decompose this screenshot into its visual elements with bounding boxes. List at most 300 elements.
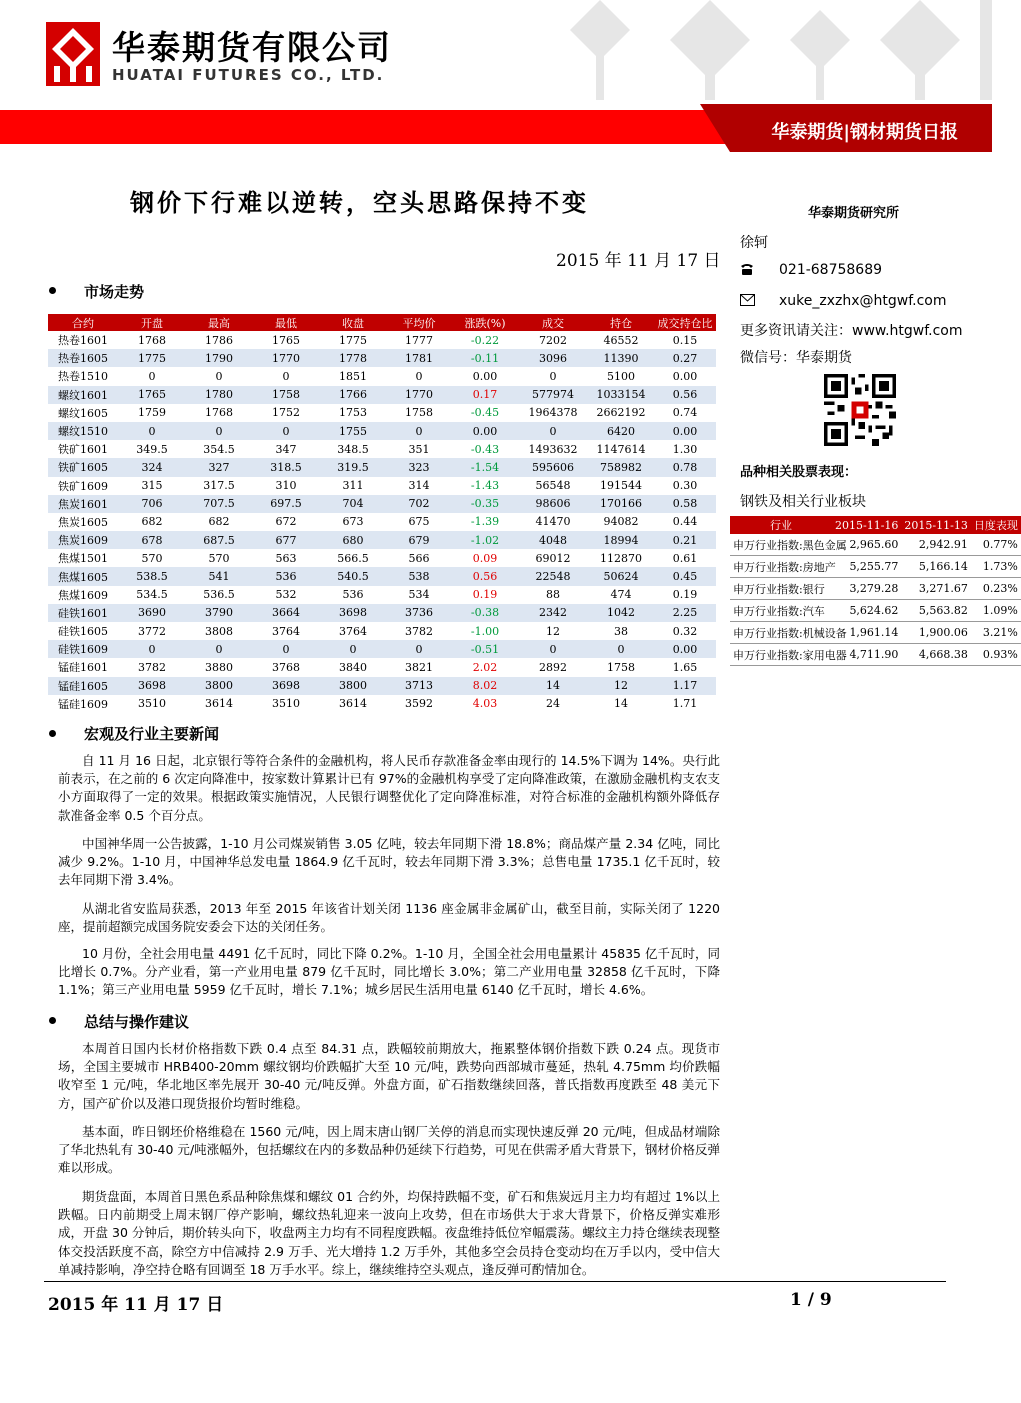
summary-paragraph: 基本面，昨日钢坯价格维稳在 1560 元/吨，因上周末唐山钢厂关停的消息而实现快速反弹 20 元/吨，但成品材端除了华北热轧有 30-40 元/吨涨幅外，包括螺纹在内的多数品种仍延续下行趋势，可见在供需矛盾大背景下，钢材价格反弹难以形成。 — [58, 1124, 720, 1176]
contract-cell: 焦炭1609 — [48, 531, 118, 549]
table-cell: 310 — [275, 479, 297, 493]
table-cell: -0.51 — [452, 640, 518, 658]
table-cell: 317.5 — [203, 479, 235, 493]
table-row — [48, 567, 716, 585]
table-cell: 672 — [275, 515, 297, 529]
table-cell: 349.5 — [136, 442, 168, 456]
table-cell: 2892 — [539, 660, 567, 674]
column-header: 开盘 — [118, 314, 186, 331]
table-cell: 2.25 — [654, 604, 716, 622]
table-cell: 3096 — [518, 349, 588, 367]
table-row — [48, 695, 716, 713]
table-cell: 3782 — [138, 660, 166, 674]
column-header: 成交持仓比 — [654, 314, 716, 331]
table-cell: 88 — [546, 588, 560, 602]
table-cell: 1033154 — [588, 386, 654, 404]
table-cell: 1493632 — [528, 442, 578, 456]
contract-cell: 焦炭1605 — [58, 515, 108, 529]
table-cell: 0 — [415, 369, 423, 383]
table-cell: 0.44 — [672, 515, 698, 529]
table-cell: 1,900.06 — [901, 622, 970, 644]
table-cell: 0.58 — [654, 495, 716, 513]
section-title-summary: 总结与操作建议 — [84, 1013, 190, 1031]
stocks-section-title: 品种相关股票表现： — [740, 465, 858, 480]
table-cell: 538.5 — [118, 567, 186, 585]
table-cell: 0 — [186, 422, 252, 440]
phone-number: 021-68758689 — [779, 262, 883, 278]
table-cell: 0 — [588, 640, 654, 658]
table-cell: 3.21% — [971, 622, 1021, 644]
column-header: 合约 — [48, 314, 118, 331]
table-cell: 0.56 — [654, 386, 716, 404]
table-cell: -0.22 — [470, 333, 500, 347]
table-cell: 24 — [546, 697, 560, 711]
news-paragraph: 10 月份，全社会用电量 4491 亿千瓦时，同比下降 0.2%。1-10 月，全国全社会用电量累计 45835 亿千瓦时，同比增长 0.7%。分产业看，第一产业用电量 879 亿千瓦时，同比增长 3.0%；第二产业用电量 32858 亿千瓦时，下降 1.1%；第三产业用电量 5959 亿千瓦时，增长 7.1%；城乡居民生活用电量 6140 亿千瓦时，增长 4.6%。 — [58, 946, 720, 998]
phone-icon — [740, 262, 754, 276]
table-cell: 申万行业指数:家用电器 — [730, 644, 832, 666]
table-cell: 595606 — [518, 458, 588, 476]
table-cell: 0.17 — [452, 386, 518, 404]
table-cell: 3713 — [386, 677, 452, 695]
table-cell: 1.09% — [971, 600, 1021, 622]
contract-cell: 焦炭1601 — [48, 495, 118, 513]
footer-divider — [44, 1281, 946, 1282]
contract-cell: 螺纹1605 — [58, 406, 108, 420]
table-cell: 680 — [320, 531, 386, 549]
table-cell: 679 — [386, 531, 452, 549]
table-cell: 0 — [518, 640, 588, 658]
table-cell: 0.00 — [452, 422, 518, 440]
table-cell: 0 — [320, 640, 386, 658]
section-bullet — [49, 1017, 56, 1024]
table-cell: 1.71 — [672, 697, 698, 711]
table-row — [48, 658, 716, 676]
contract-cell: 锰硅1605 — [48, 677, 118, 695]
table-cell: 1770 — [386, 386, 452, 404]
column-header: 最低 — [252, 314, 320, 331]
contract-cell: 铁矿1601 — [58, 443, 108, 457]
table-cell: -0.35 — [452, 495, 518, 513]
table-cell: 318.5 — [252, 458, 320, 476]
table-cell: 677 — [252, 531, 320, 549]
table-cell: 707.5 — [186, 495, 252, 513]
table-cell: 348.5 — [337, 442, 369, 456]
table-row — [48, 513, 716, 531]
table-cell: 3,279.28 — [832, 578, 901, 600]
section-title-market: 市场走势 — [84, 283, 145, 301]
news-paragraph: 从湖北省安监局获悉，2013 年至 2015 年该省计划关闭 1136 座金属非金属矿山，截至目前，实际关闭了 1220 座，提前超额完成国务院安委会下达的关闭任务。 — [58, 901, 720, 935]
table-cell: 0.21 — [654, 531, 716, 549]
table-cell: 1786 — [205, 333, 233, 347]
summary-paragraph: 期货盘面，本周首日黑色系品种除焦煤和螺纹 01 合约外，均保持跌幅不变，矿石和焦炭远月主力均有超过 1%以上跌幅。日内前期受上周末钢厂停产影响，螺纹热轧迎来一波向上攻势，但在市场供大于求大背景下，价格反弹实难形成，开盘 30 分钟后，期价转头向下，收盘两主力均有不同程度跌幅。夜盘维持低位窄幅震荡。螺纹主力持仓继续表现整体交投活跃度不高，除空方中信减持 2.9 万手、光大增持 1.2 万手外，其他多空会员持仓变动均在万手以内，受中信大单减持影响，净空持仓略有回调至 18 万手水平。综上，继续维持空头观点，逢反弹可酌情加仓。 — [58, 1189, 720, 1277]
contract-cell: 硅铁1605 — [58, 625, 108, 639]
contract-cell: 硅铁1609 — [48, 640, 118, 658]
report-name: 华泰期货|钢材期货日报 — [771, 122, 958, 143]
table-cell: 0 — [252, 422, 320, 440]
table-header-row — [730, 516, 1021, 534]
table-cell: 536 — [342, 588, 364, 602]
table-cell: 7202 — [539, 333, 567, 347]
more-info-link[interactable]: 更多资讯请关注：www.htgwf.com — [740, 323, 963, 339]
table-cell: 0 — [386, 422, 452, 440]
table-cell: 566.5 — [337, 551, 369, 565]
table-cell: -1.54 — [452, 458, 518, 476]
table-cell: 323 — [386, 458, 452, 476]
column-header: 涨跌(%) — [452, 314, 518, 331]
table-cell: 8.02 — [452, 677, 518, 695]
table-cell: 3690 — [118, 604, 186, 622]
table-cell: 3880 — [205, 660, 233, 674]
table-cell: 1758 — [607, 660, 635, 674]
table-cell: 申万行业指数:汽车 — [730, 600, 832, 622]
table-cell: 1147614 — [596, 442, 646, 456]
table-cell: 14 — [614, 697, 628, 711]
table-cell: 3736 — [386, 604, 452, 622]
table-cell: 534.5 — [136, 588, 168, 602]
table-cell: 2.02 — [472, 660, 498, 674]
table-cell: 540.5 — [320, 567, 386, 585]
table-cell: 46552 — [603, 333, 639, 347]
table-cell: 3592 — [405, 697, 433, 711]
table-cell: 311 — [342, 479, 364, 493]
section-title-news: 宏观及行业主要新闻 — [84, 725, 220, 743]
contract-cell: 螺纹1510 — [48, 422, 118, 440]
table-cell: 3614 — [205, 697, 233, 711]
table-row — [48, 640, 716, 658]
contract-cell: 热卷1601 — [58, 334, 108, 348]
news-paragraph: 中国神华周一公告披露，1-10 月公司煤炭销售 3.05 亿吨，较去年同期下滑 18.8%；商品煤产量 2.34 亿吨，同比减少 9.2%。1-10 月，中国神华总发电量 1864.9 亿千瓦时，较去年同期下滑 3.3%；总售电量 1735.1 亿千瓦时，较去年同期下滑 3.4%。 — [58, 836, 720, 888]
table-cell: 18994 — [588, 531, 654, 549]
table-cell: 4048 — [518, 531, 588, 549]
table-cell: 3614 — [339, 697, 367, 711]
table-cell: 1.65 — [672, 660, 698, 674]
table-row — [730, 600, 1021, 622]
table-cell: 687.5 — [186, 531, 252, 549]
table-cell: 12 — [588, 677, 654, 695]
table-row — [48, 604, 716, 622]
table-cell: 3840 — [339, 660, 367, 674]
table-cell: 5,624.62 — [832, 600, 901, 622]
table-cell: 3510 — [138, 697, 166, 711]
table-cell: 3768 — [272, 660, 300, 674]
table-cell: 1768 — [205, 406, 233, 420]
column-header: 平均价 — [386, 314, 452, 331]
table-cell: 0.61 — [672, 551, 698, 565]
contract-cell: 焦煤1501 — [58, 552, 108, 566]
table-row — [48, 477, 716, 495]
table-cell: 678 — [118, 531, 186, 549]
table-cell: 3698 — [118, 677, 186, 695]
table-cell: 1042 — [588, 604, 654, 622]
contract-cell: 锰硅1609 — [58, 697, 108, 711]
analyst-name: 徐轲 — [740, 235, 768, 251]
table-cell: 1758 — [252, 386, 320, 404]
table-cell: 1752 — [272, 406, 300, 420]
table-cell: -0.38 — [452, 604, 518, 622]
table-row — [730, 556, 1021, 578]
table-cell: 1778 — [320, 349, 386, 367]
table-cell: -0.45 — [470, 406, 500, 420]
table-cell: 11390 — [588, 349, 654, 367]
table-cell: 申万行业指数:黑色金属 — [730, 534, 832, 556]
table-cell: -1.02 — [452, 531, 518, 549]
table-cell: -0.43 — [470, 442, 500, 456]
table-cell: 570 — [141, 551, 163, 565]
table-cell: 3790 — [186, 604, 252, 622]
table-row — [48, 422, 716, 440]
table-cell: 706 — [118, 495, 186, 513]
contract-cell: 螺纹1601 — [48, 386, 118, 404]
table-cell: 0 — [186, 640, 252, 658]
table-cell: 0.74 — [672, 406, 698, 420]
table-cell: -1.43 — [470, 479, 500, 493]
table-cell: 3800 — [320, 677, 386, 695]
table-cell: 3782 — [405, 624, 433, 638]
table-cell: 0 — [386, 640, 452, 658]
table-cell: 0 — [518, 422, 588, 440]
table-cell: 0 — [118, 640, 186, 658]
institute-name: 华泰期货研究所 — [808, 206, 900, 221]
mail-icon — [740, 294, 755, 306]
table-cell: 1759 — [138, 406, 166, 420]
table-cell: 315 — [141, 479, 163, 493]
table-cell: 319.5 — [320, 458, 386, 476]
table-cell: 697.5 — [252, 495, 320, 513]
table-cell: 4.03 — [472, 697, 498, 711]
table-cell: 704 — [320, 495, 386, 513]
table-cell: 1,961.14 — [832, 622, 901, 644]
table-cell: 0.77% — [971, 534, 1021, 556]
table-cell: 0 — [148, 369, 156, 383]
table-cell: 3698 — [320, 604, 386, 622]
stock-performance-table — [730, 516, 1021, 666]
column-header: 行业 — [730, 516, 832, 534]
table-cell: 570 — [208, 551, 230, 565]
table-cell: 0 — [118, 422, 186, 440]
page-title: 钢价下行难以逆转，空头思路保持不变 — [130, 188, 589, 217]
company-logo-icon — [46, 22, 100, 86]
table-cell: 0.56 — [452, 567, 518, 585]
table-cell: 56548 — [535, 479, 571, 493]
table-cell: 1781 — [386, 349, 452, 367]
table-row — [730, 534, 1021, 556]
table-cell: 1790 — [186, 349, 252, 367]
table-cell: 351 — [408, 442, 430, 456]
table-cell: 0.15 — [672, 333, 698, 347]
table-cell: 0.00 — [472, 369, 498, 383]
table-cell: 5100 — [607, 369, 635, 383]
table-row — [48, 331, 716, 349]
contract-cell: 焦煤1605 — [48, 567, 118, 585]
table-cell: 4,668.38 — [901, 644, 970, 666]
table-cell: 申万行业指数:银行 — [730, 578, 832, 600]
table-cell: 1755 — [320, 422, 386, 440]
table-cell: 申万行业指数:机械设备 — [730, 622, 832, 644]
table-row — [48, 677, 716, 695]
table-cell: 0.32 — [672, 624, 698, 638]
table-row — [48, 495, 716, 513]
column-header: 收盘 — [320, 314, 386, 331]
table-cell: 563 — [275, 551, 297, 565]
table-cell: 1765 — [272, 333, 300, 347]
section-bullet — [49, 730, 56, 737]
table-row — [48, 349, 716, 367]
table-row — [48, 531, 716, 549]
table-cell: 0.00 — [672, 369, 698, 383]
table-cell: 0.27 — [654, 349, 716, 367]
table-cell: 314 — [408, 479, 430, 493]
table-cell: 1.73% — [971, 556, 1021, 578]
table-cell: 5,563.82 — [901, 600, 970, 622]
column-header: 最高 — [186, 314, 252, 331]
table-cell: 14 — [518, 677, 588, 695]
table-cell: 112870 — [600, 551, 642, 565]
table-cell: 0 — [215, 369, 223, 383]
table-cell: 0 — [549, 369, 557, 383]
table-cell: 98606 — [518, 495, 588, 513]
table-cell: 566 — [408, 551, 430, 565]
contract-cell: 焦煤1609 — [58, 588, 108, 602]
table-cell: 354.5 — [203, 442, 235, 456]
table-cell: 1775 — [118, 349, 186, 367]
table-cell: 申万行业指数:房地产 — [730, 556, 832, 578]
table-cell: 3764 — [339, 624, 367, 638]
table-cell: 324 — [118, 458, 186, 476]
table-cell: 3808 — [205, 624, 233, 638]
table-cell: 1.17 — [654, 677, 716, 695]
contract-cell: 热卷1605 — [48, 349, 118, 367]
column-header: 持仓 — [588, 314, 654, 331]
table-cell: 0.09 — [472, 551, 498, 565]
table-cell: 1766 — [320, 386, 386, 404]
column-header: 日度表现 — [971, 516, 1021, 534]
header-decoration — [560, 0, 992, 100]
section-bullet — [49, 287, 56, 294]
table-cell: 1.30 — [672, 442, 698, 456]
table-cell: 3772 — [138, 624, 166, 638]
table-cell: 0.19 — [472, 588, 498, 602]
table-cell: 1851 — [339, 369, 367, 383]
table-cell: 0 — [282, 369, 290, 383]
table-row — [48, 549, 716, 567]
table-cell: 1753 — [339, 406, 367, 420]
table-row — [48, 622, 716, 640]
table-cell: 538 — [386, 567, 452, 585]
table-cell: 6420 — [588, 422, 654, 440]
contract-cell: 硅铁1601 — [48, 604, 118, 622]
footer-date: 2015 年 11 月 17 日 — [48, 1295, 224, 1315]
table-cell: 577974 — [518, 386, 588, 404]
table-cell: 1770 — [252, 349, 320, 367]
column-header: 成交 — [518, 314, 588, 331]
contract-cell: 热卷1510 — [58, 370, 108, 384]
market-table-body — [48, 331, 716, 713]
table-cell: 0 — [252, 640, 320, 658]
email-address[interactable]: xuke_zxzhx@htgwf.com — [779, 293, 947, 309]
table-cell: 675 — [408, 515, 430, 529]
table-cell: 702 — [386, 495, 452, 513]
table-cell: 532 — [275, 588, 297, 602]
table-cell: 2,942.91 — [901, 534, 970, 556]
table-cell: 3,271.67 — [901, 578, 970, 600]
table-cell: 3698 — [252, 677, 320, 695]
table-cell: 0.19 — [672, 588, 698, 602]
table-cell: 1780 — [186, 386, 252, 404]
table-cell: 1964378 — [528, 406, 578, 420]
company-name-en: HUATAI FUTURES CO., LTD. — [112, 66, 385, 84]
table-cell: 541 — [186, 567, 252, 585]
news-paragraph: 自 11 月 16 日起，北京银行等符合条件的金融机构，将人民币存款准备金率由现行的 14.5%下调为 14%。央行此前表示，在之前的 6 次定向降准中，按家数计算累计已有 97%的金融机构享受了定向降准政策，在激励金融机构支农支小方面取得了一定的效果。根据政策实施情况，人民银行调整优化了定向降准标准，对符合标准的金融机构额外降低存款准备金率 0.5 个百分点。 — [58, 753, 720, 823]
table-cell: 3800 — [186, 677, 252, 695]
table-cell: 5,166.14 — [901, 556, 970, 578]
table-cell: 1775 — [339, 333, 367, 347]
table-cell: 0.23% — [971, 578, 1021, 600]
table-cell: 673 — [342, 515, 364, 529]
report-date: 2015 年 11 月 17 日 — [556, 251, 721, 271]
table-cell: 1777 — [405, 333, 433, 347]
column-header: 2015-11-13 — [901, 516, 970, 534]
table-row — [730, 644, 1021, 666]
summary-paragraph: 本周首日国内长材价格指数下跌 0.4 点至 84.31 点，跌幅较前期放大，拖累整体钢价指数下跌 0.24 点。现货市场，全国主要城市 HRB400-20mm 螺纹钢均价跌幅扩大至 10 元/吨，跌势向西部城市蔓延，热轧 4.75mm 均价跌幅收窄至 1 元/吨，华北地区率先展开 30-40 元/吨反弹。外盘方面，矿石指数继续回落，普氏指数再度跌至 48 美元下方，国产矿价以及港口现货报价均暂时维稳。 — [58, 1041, 720, 1111]
table-cell: 536.5 — [203, 588, 235, 602]
table-row — [48, 440, 716, 458]
table-cell: 22548 — [518, 567, 588, 585]
table-cell: 3664 — [252, 604, 320, 622]
table-cell: 327 — [186, 458, 252, 476]
table-cell: 50624 — [588, 567, 654, 585]
table-cell: 2662192 — [596, 406, 646, 420]
table-row — [48, 386, 716, 404]
table-cell: 170166 — [588, 495, 654, 513]
table-header-row — [48, 314, 716, 331]
contract-cell: 铁矿1609 — [58, 479, 108, 493]
table-cell: 536 — [252, 567, 320, 585]
table-cell: 347 — [275, 442, 297, 456]
table-cell: 0.78 — [654, 458, 716, 476]
table-cell: 4,711.90 — [832, 644, 901, 666]
qr-code-icon — [824, 374, 896, 446]
table-cell: 5,255.77 — [832, 556, 901, 578]
table-row — [48, 367, 716, 385]
table-cell: 69012 — [535, 551, 571, 565]
market-table — [48, 314, 716, 713]
table-cell: 0.93% — [971, 644, 1021, 666]
table-cell: 94082 — [603, 515, 639, 529]
table-cell: 1768 — [138, 333, 166, 347]
table-cell: -1.39 — [470, 515, 500, 529]
table-cell: 0.00 — [654, 422, 716, 440]
column-header: 2015-11-16 — [832, 516, 901, 534]
table-cell: 3510 — [272, 697, 300, 711]
table-row — [48, 586, 716, 604]
table-cell: -0.11 — [452, 349, 518, 367]
table-cell: 191544 — [600, 479, 642, 493]
table-cell: 682 — [141, 515, 163, 529]
table-row — [48, 404, 716, 422]
contract-cell: 铁矿1605 — [48, 458, 118, 476]
table-cell: 2342 — [518, 604, 588, 622]
table-cell: 12 — [546, 624, 560, 638]
sector-label: 钢铁及相关行业板块 — [740, 494, 866, 510]
table-cell: 1758 — [405, 406, 433, 420]
table-row — [48, 458, 716, 476]
table-cell: 758982 — [588, 458, 654, 476]
table-row — [730, 622, 1021, 644]
page-number: 1 / 9 — [790, 1290, 832, 1310]
table-cell: 41470 — [535, 515, 571, 529]
table-cell: 0.00 — [654, 640, 716, 658]
table-cell: 3821 — [405, 660, 433, 674]
